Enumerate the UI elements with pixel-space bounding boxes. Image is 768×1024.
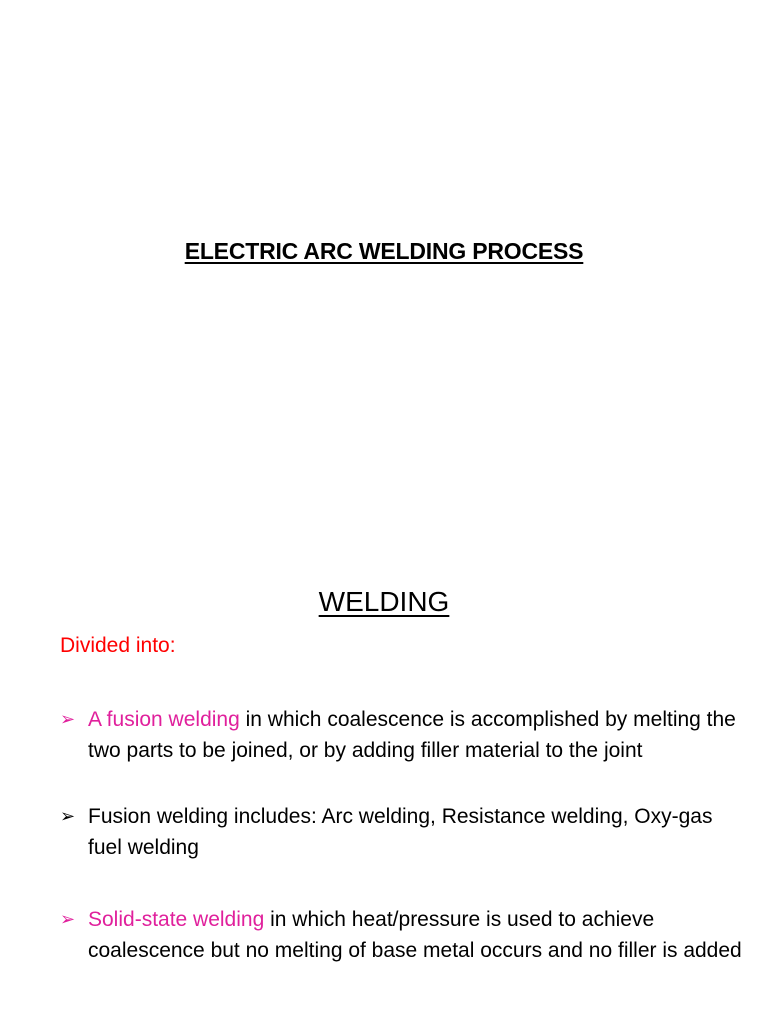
highlight-term: A fusion welding xyxy=(88,708,240,731)
bullet-text xyxy=(88,704,750,766)
bullet-body: Fusion welding includes: Arc welding, Resistance welding, Oxy-gas fuel welding xyxy=(88,805,713,859)
bullet-solid-state-welding xyxy=(60,904,750,966)
intro-text: Divided into: xyxy=(60,634,176,657)
bullet-body: in which heat/pressure is used to achieve coalescence but no melting of base metal occurs and no filler is added xyxy=(88,908,742,962)
bullet-fusion-includes xyxy=(60,801,750,863)
section-heading: WELDING xyxy=(318,586,450,617)
bullet-body: in which coalescence is accomplished by melting the two parts to be joined, or by adding filler material to the joint xyxy=(88,708,736,762)
bullet-text xyxy=(88,904,750,966)
highlight-term: Solid-state welding xyxy=(88,908,265,931)
bullet-arrow-icon: ➢ xyxy=(60,909,76,929)
slide-title: ELECTRIC ARC WELDING PROCESS xyxy=(184,238,584,264)
bullet-text xyxy=(88,801,750,863)
bullet-arrow-icon: ➢ xyxy=(60,709,76,729)
bullet-fusion-welding xyxy=(60,704,750,766)
bullet-arrow-icon: ➢ xyxy=(60,806,76,826)
